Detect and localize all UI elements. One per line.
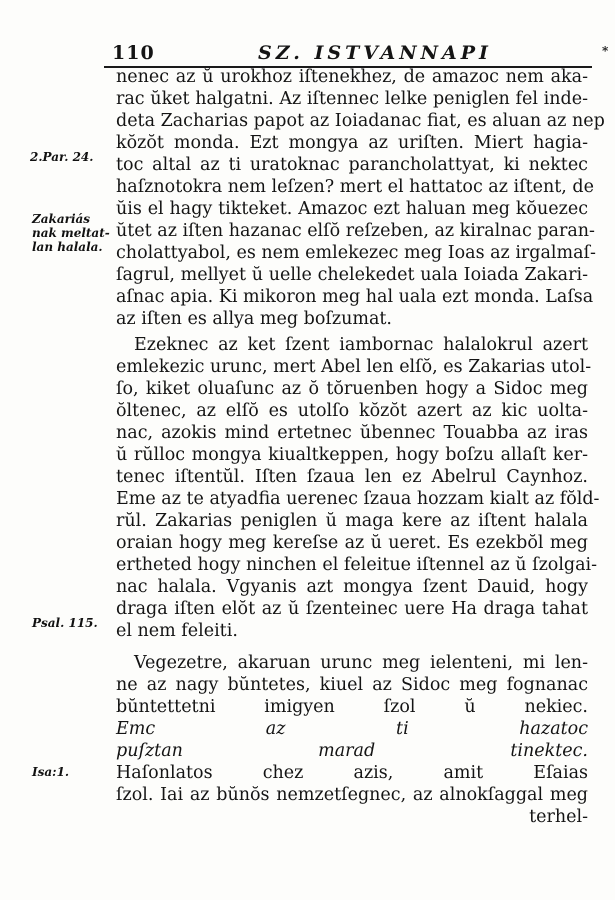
text-line: Eme az te atyadfia uerenec ſzaua hozzam kialt az fŏld- bbox=[116, 489, 600, 509]
text-line: rŭl. Zakarias peniglen ŭ maga kere az iſtent halala bbox=[116, 511, 588, 531]
text-line: ſo, kiket oluaſunc az ŏ tŏruenben hogy a Sidoc meg bbox=[116, 379, 588, 399]
page-number: 110 bbox=[112, 42, 155, 64]
text-line: kŏzŏt monda. Ezt mongya az uriſten. Miert hagia- bbox=[116, 133, 588, 153]
margin-note-isaiah: Isa:1. bbox=[32, 765, 70, 779]
text-line: deta Zacharias papot az Ioiadanac fiat, es aluan az nep bbox=[116, 111, 605, 131]
text-line: Haſonlatos chez azis, amit Eſaias bbox=[116, 763, 588, 783]
text-line: ŏltenec, az elſŏ es utolſo kŏzŏt azert az kic uolta- bbox=[116, 401, 588, 421]
text-line: az iſten es allya meg boſzumat. bbox=[116, 309, 392, 329]
text-line: cholattyabol, es nem emlekezec meg Ioas az irgalmaſ- bbox=[116, 243, 596, 263]
text-line: rac ŭket halgatni. Az iſtennec lelke peniglen fel inde- bbox=[116, 89, 588, 109]
margin-note-heading-1: Zakariás bbox=[32, 212, 91, 226]
text-line: draga iſten elŏt az ŭ ſzenteinec uere Ha draga tahat bbox=[116, 599, 588, 619]
text-line: ertheted hogy ninchen el feleitue iſtennel az ŭ ſzolgai- bbox=[116, 555, 598, 575]
text-line: nenec az ŭ urokhoz iſtenekhez, de amazoc nem aka- bbox=[116, 67, 588, 87]
text-line: toc altal az ti uratoknac parancholattyat, ki nektec bbox=[116, 155, 588, 175]
text-line: puſztan marad tinektec. bbox=[116, 741, 588, 761]
text-line: bŭntettetni imigyen ſzol ŭ nekiec. bbox=[116, 697, 588, 717]
margin-note-heading-3: lan halala. bbox=[32, 240, 103, 254]
text-line: oraian hogy meg kereſse az ŭ ueret. Es ezekbŏl meg bbox=[116, 533, 588, 553]
margin-note-heading-2: nak meltat- bbox=[32, 226, 110, 240]
margin-note-reference: 2.Par. 24. bbox=[30, 150, 94, 164]
text-line: Vegezetre, akaruan urunc meg ielenteni, mi len- bbox=[134, 653, 588, 673]
text-line: tenec iſtentŭl. Iſten ſzaua len ez Abelrul Caynhoz. bbox=[116, 467, 588, 487]
text-line: ſagrul, mellyet ŭ uelle chelekedet uala Ioiada Zakari- bbox=[116, 265, 588, 285]
margin-note-psalm: Psal. 115. bbox=[32, 616, 98, 630]
text-line: haſznotokra nem leſzen? mert el hattatoc az iſtent, de bbox=[116, 177, 594, 197]
text-line: nac, azokis mind ertetnec ŭbennec Touabba az iras bbox=[116, 423, 588, 443]
text-line: Ezeknec az ket ſzent iambornac halalokrul azert bbox=[134, 335, 588, 355]
running-head: SZ. ISTVANNAPI bbox=[258, 42, 492, 64]
corner-mark: * bbox=[602, 44, 609, 58]
page-header bbox=[0, 42, 615, 68]
text-line: ſzol. Iai az bŭnŏs nemzetſegnec, az alnokſaggal meg bbox=[116, 785, 588, 805]
text-line: emlekezic urunc, mert Abel len elſŏ, es Zakarias utol- bbox=[116, 357, 592, 377]
text-line: ŭ rŭlloc mongya kiualtkeppen, hogy boſzu allaſt ker- bbox=[116, 445, 588, 465]
text-line: aſnac apia. Ki mikoron meg hal uala ezt monda. Laſsa bbox=[116, 287, 594, 307]
text-line: nac halala. Vgyanis azt mongya ſzent Dauid, hogy bbox=[116, 577, 588, 597]
text-line: el nem feleiti. bbox=[116, 621, 238, 641]
text-line: ŭis el hagy tikteket. Amazoc ezt haluan meg kŏuezec bbox=[116, 199, 588, 219]
text-line: ne az nagy bŭntetes, kiuel az Sidoc meg fognanac bbox=[116, 675, 588, 695]
catchword: terhel- bbox=[529, 807, 588, 827]
text-line: Emc az ti hazatoc bbox=[116, 719, 588, 739]
text-line: ŭtet az iſten hazanac elſŏ reſzeben, az kiralnac paran- bbox=[116, 221, 595, 241]
